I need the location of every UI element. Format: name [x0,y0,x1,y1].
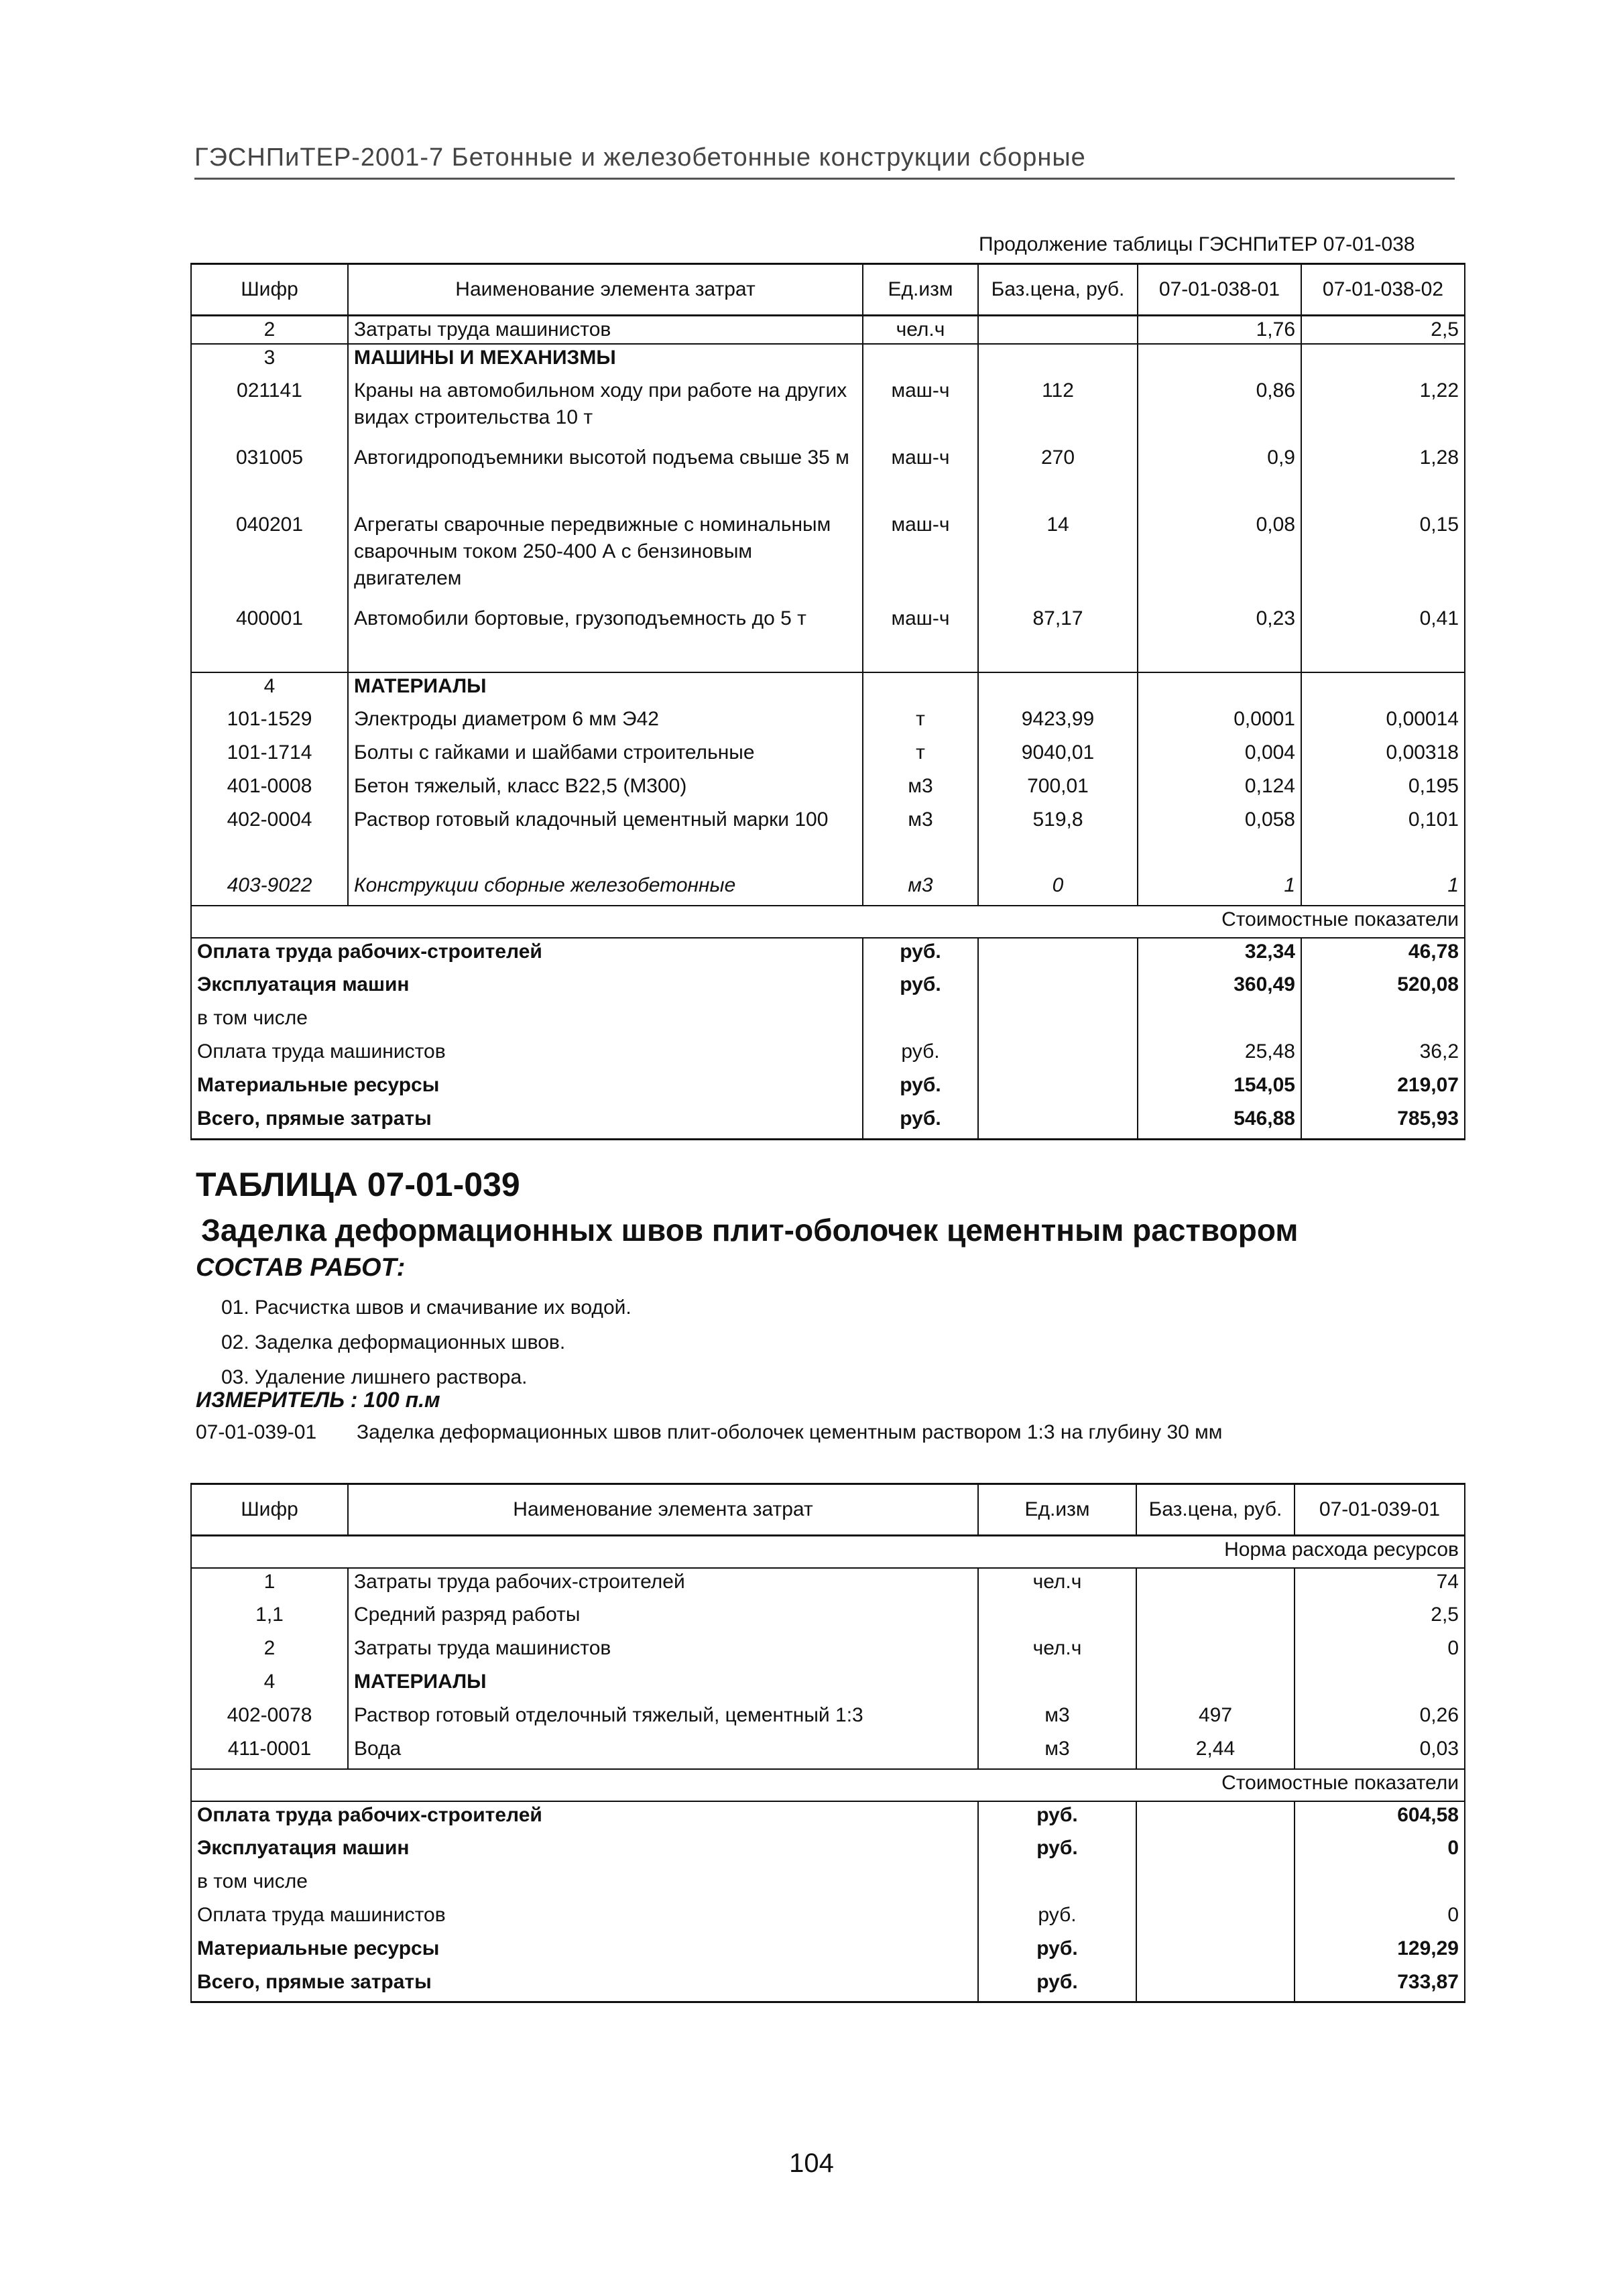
cost-label: Материальные ресурсы [191,1935,978,1969]
unit-cell: чел.ч [978,1568,1136,1602]
table-row [191,444,1465,511]
price-cell [1136,1868,1295,1902]
name-cell: Раствор готовый кладочный цементный марки 100 [348,806,863,872]
cost-value: 219,07 [1301,1072,1465,1105]
table-row [191,377,1465,444]
cost-unit: руб. [978,1902,1136,1935]
cost-value: 46,78 [1301,938,1465,971]
cost-label: Оплата труда машинистов [191,1038,863,1072]
column-header: Ед.изм [863,264,978,316]
section-heading-cell: МАТЕРИАЛЫ [348,672,863,706]
resource-table-07-01-039 [190,1483,1465,2003]
value-cell: 1,28 [1301,444,1465,511]
cost-unit: руб. [978,1935,1136,1969]
unit-cell: чел.ч [978,1635,1136,1669]
code-cell: 1,1 [191,1602,348,1635]
cost-row [191,1072,1465,1105]
name-cell: Средний разряд работы [348,1602,978,1635]
unit-cell: м3 [863,773,978,806]
code-cell: 1 [191,1568,348,1602]
code-cell: 401-0008 [191,773,348,806]
name-cell: Бетон тяжелый, класс В22,5 (М300) [348,773,863,806]
column-header: 07-01-038-02 [1301,264,1465,316]
value-cell: 1 [1138,872,1301,906]
column-header: Шифр [191,264,348,316]
cost-value: 360,49 [1138,971,1301,1005]
unit-cell: т [863,706,978,739]
value-cell: 0,08 [1138,511,1301,605]
work-description: Заделка деформационных швов плит-оболочек цементным раствором 1:3 на глубину 30 мм [357,1421,1223,1443]
value-cell [1138,344,1301,377]
cost-unit: руб. [863,971,978,1005]
value-cell: 74 [1295,1568,1465,1602]
column-header: Баз.цена, руб. [978,264,1138,316]
section-heading-cell: МАШИНЫ И МЕХАНИЗМЫ [348,344,863,377]
column-header: Наименование элемента затрат [348,264,863,316]
code-cell: 400001 [191,605,348,672]
cost-unit: руб. [978,1801,1136,1835]
measure-label: ИЗМЕРИТЕЛЬ : 100 п.м [196,1388,440,1412]
code-cell: 021141 [191,377,348,444]
cost-unit: руб. [978,1835,1136,1868]
table-row [191,1736,1465,1769]
code-cell: 2 [191,316,348,345]
cost-label: Оплата труда рабочих-строителей [191,1801,978,1835]
cost-row [191,938,1465,971]
cost-row [191,1005,1465,1038]
list-item: 02. Заделка деформационных швов. [221,1331,566,1353]
cost-row [191,1868,1465,1902]
cost-value: 129,29 [1295,1935,1465,1969]
column-header: Ед.изм [978,1484,1136,1536]
price-cell [1136,1902,1295,1935]
cost-unit [863,1005,978,1038]
value-cell: 0,86 [1138,377,1301,444]
cost-value: 604,58 [1295,1801,1465,1835]
table-row [191,1702,1465,1736]
value-cell: 0,26 [1295,1702,1465,1736]
code-cell: 411-0001 [191,1736,348,1769]
name-cell: Вода [348,1736,978,1769]
price-cell: 14 [978,511,1138,605]
code-cell: 402-0078 [191,1702,348,1736]
price-cell: 497 [1136,1702,1295,1736]
list-item: 03. Удаление лишнего раствора. [221,1366,528,1388]
cost-row [191,1902,1465,1935]
cost-value: 36,2 [1301,1038,1465,1072]
cost-value: 25,48 [1138,1038,1301,1072]
cost-value: 733,87 [1295,1969,1465,2002]
table-row [191,872,1465,906]
cost-value: 32,34 [1138,938,1301,971]
unit-cell [978,1602,1136,1635]
cost-label: Всего, прямые затраты [191,1105,863,1139]
cost-unit: руб. [863,1072,978,1105]
value-cell: 0,03 [1295,1736,1465,1769]
price-cell [978,971,1138,1005]
table-row [191,605,1465,672]
work-description-row [196,1421,1222,1444]
value-cell: 0,004 [1138,739,1301,773]
value-cell [1301,672,1465,706]
cost-value [1301,1005,1465,1038]
code-cell: 4 [191,1669,348,1702]
table-subtitle: Заделка деформационных швов плит-оболочек цементным раствором [201,1213,1299,1248]
unit-cell: м3 [978,1736,1136,1769]
value-cell: 1,22 [1301,377,1465,444]
cost-row [191,1935,1465,1969]
cost-label: в том числе [191,1005,863,1038]
cost-row [191,1835,1465,1868]
price-cell: 9040,01 [978,739,1138,773]
unit-cell: маш-ч [863,377,978,444]
cost-label: Эксплуатация машин [191,1835,978,1868]
cost-caption: Стоимостные показатели [191,1769,1465,1801]
price-cell: 87,17 [978,605,1138,672]
cost-unit: руб. [863,1105,978,1139]
price-cell [978,1005,1138,1038]
name-cell: Раствор готовый отделочный тяжелый, цементный 1:3 [348,1702,978,1736]
unit-cell: м3 [863,806,978,872]
code-cell: 4 [191,672,348,706]
value-cell: 0,00014 [1301,706,1465,739]
name-cell: Конструкции сборные железобетонные [348,872,863,906]
name-cell: Краны на автомобильном ходу при работе на других видах строительства 10 т [348,377,863,444]
table-row [191,706,1465,739]
cost-value: 154,05 [1138,1072,1301,1105]
cost-unit: руб. [863,1038,978,1072]
value-cell: 2,5 [1295,1602,1465,1635]
column-header: 07-01-038-01 [1138,264,1301,316]
continuation-caption: Продолжение таблицы ГЭСНПиТЕР 07-01-038 [979,233,1415,255]
value-cell [1301,344,1465,377]
price-cell: 0 [978,872,1138,906]
cost-value: 0 [1295,1902,1465,1935]
value-cell: 0,00318 [1301,739,1465,773]
price-cell: 9423,99 [978,706,1138,739]
section-heading-cell: МАТЕРИАЛЫ [348,1669,978,1702]
price-cell: 270 [978,444,1138,511]
table-row [191,344,1465,377]
price-cell [1136,1969,1295,2002]
unit-cell [978,1669,1136,1702]
code-cell: 2 [191,1635,348,1669]
code-cell: 403-9022 [191,872,348,906]
price-cell: 2,44 [1136,1736,1295,1769]
cost-unit [978,1868,1136,1902]
unit-cell: маш-ч [863,605,978,672]
table-header-row [191,1484,1465,1536]
value-cell: 0,101 [1301,806,1465,872]
work-code: 07-01-039-01 [196,1421,317,1443]
value-cell: 0,195 [1301,773,1465,806]
value-cell: 0,15 [1301,511,1465,605]
value-cell [1138,672,1301,706]
table-row [191,511,1465,605]
name-cell: Затраты труда рабочих-строителей [348,1568,978,1602]
unit-cell: т [863,739,978,773]
price-cell: 519,8 [978,806,1138,872]
table-row [191,773,1465,806]
name-cell: Электроды диаметром 6 мм Э42 [348,706,863,739]
name-cell: Болты с гайками и шайбами строительные [348,739,863,773]
cost-caption-row [191,1769,1465,1801]
cost-label: Материальные ресурсы [191,1072,863,1105]
price-cell [978,1072,1138,1105]
price-cell [1136,1635,1295,1669]
table-row [191,1669,1465,1702]
column-header: Шифр [191,1484,348,1536]
cost-value: 520,08 [1301,971,1465,1005]
unit-cell [863,672,978,706]
price-cell [1136,1801,1295,1835]
price-cell [978,316,1138,345]
table-row [191,672,1465,706]
norm-caption-row [191,1536,1465,1568]
price-cell [978,672,1138,706]
cost-unit: руб. [978,1969,1136,2002]
price-cell [1136,1669,1295,1702]
composition-label: СОСТАВ РАБОТ: [196,1254,406,1282]
value-cell: 0,41 [1301,605,1465,672]
cost-value: 0 [1295,1835,1465,1868]
cost-row [191,1105,1465,1139]
code-cell: 101-1714 [191,739,348,773]
cost-row [191,1801,1465,1835]
unit-cell: м3 [863,872,978,906]
price-cell: 700,01 [978,773,1138,806]
running-header: ГЭСНПиТЕР-2001-7 Бетонные и железобетонные конструкции сборные [194,143,1455,180]
table-row [191,1568,1465,1602]
price-cell [978,938,1138,971]
value-cell: 0 [1295,1635,1465,1669]
column-header: Баз.цена, руб. [1136,1484,1295,1536]
cost-value [1138,1005,1301,1038]
cost-label: Всего, прямые затраты [191,1969,978,2002]
price-cell [1136,1935,1295,1969]
cost-label: Эксплуатация машин [191,971,863,1005]
price-cell [1136,1602,1295,1635]
column-header: Наименование элемента затрат [348,1484,978,1536]
value-cell: 1 [1301,872,1465,906]
unit-cell [863,344,978,377]
value-cell [1295,1669,1465,1702]
unit-cell: маш-ч [863,444,978,511]
cost-label: Оплата труда рабочих-строителей [191,938,863,971]
cost-value: 785,93 [1301,1105,1465,1139]
cost-value [1295,1868,1465,1902]
table-row [191,806,1465,872]
cost-row [191,1969,1465,2002]
code-cell: 3 [191,344,348,377]
price-cell [978,344,1138,377]
cost-unit: руб. [863,938,978,971]
price-cell [978,1038,1138,1072]
price-cell: 112 [978,377,1138,444]
value-cell: 0,058 [1138,806,1301,872]
cost-row [191,1038,1465,1072]
cost-row [191,971,1465,1005]
page-number: 104 [789,2149,834,2178]
code-cell: 402-0004 [191,806,348,872]
table-header-row [191,264,1465,316]
column-header: 07-01-039-01 [1295,1484,1465,1536]
price-cell [978,1105,1138,1139]
unit-cell: чел.ч [863,316,978,345]
cost-value: 546,88 [1138,1105,1301,1139]
price-cell [1136,1568,1295,1602]
name-cell: Агрегаты сварочные передвижные с номинальным сварочным током 250-400 А с бензиновым двигателем [348,511,863,605]
value-cell: 1,76 [1138,316,1301,345]
cost-caption: Стоимостные показатели [191,906,1465,938]
table-row [191,1602,1465,1635]
code-cell: 040201 [191,511,348,605]
table-row [191,739,1465,773]
price-cell [1136,1835,1295,1868]
norm-caption: Норма расхода ресурсов [191,1536,1465,1568]
value-cell: 0,23 [1138,605,1301,672]
name-cell: Автогидроподъемники высотой подъема свыше 35 м [348,444,863,511]
name-cell: Автомобили бортовые, грузоподъемность до 5 т [348,605,863,672]
code-cell: 101-1529 [191,706,348,739]
value-cell: 2,5 [1301,316,1465,345]
operations-list [221,1290,632,1395]
name-cell: Затраты труда машинистов [348,316,863,345]
code-cell: 031005 [191,444,348,511]
value-cell: 0,0001 [1138,706,1301,739]
cost-label: в том числе [191,1868,978,1902]
cost-label: Оплата труда машинистов [191,1902,978,1935]
list-item: 01. Расчистка швов и смачивание их водой. [221,1296,632,1319]
resource-table-07-01-038 [190,263,1465,1140]
name-cell: Затраты труда машинистов [348,1635,978,1669]
table-title: ТАБЛИЦА 07-01-039 [196,1166,520,1203]
value-cell: 0,124 [1138,773,1301,806]
value-cell: 0,9 [1138,444,1301,511]
cost-caption-row [191,906,1465,938]
table-row [191,316,1465,345]
table-row [191,1635,1465,1669]
unit-cell: м3 [978,1702,1136,1736]
unit-cell: маш-ч [863,511,978,605]
